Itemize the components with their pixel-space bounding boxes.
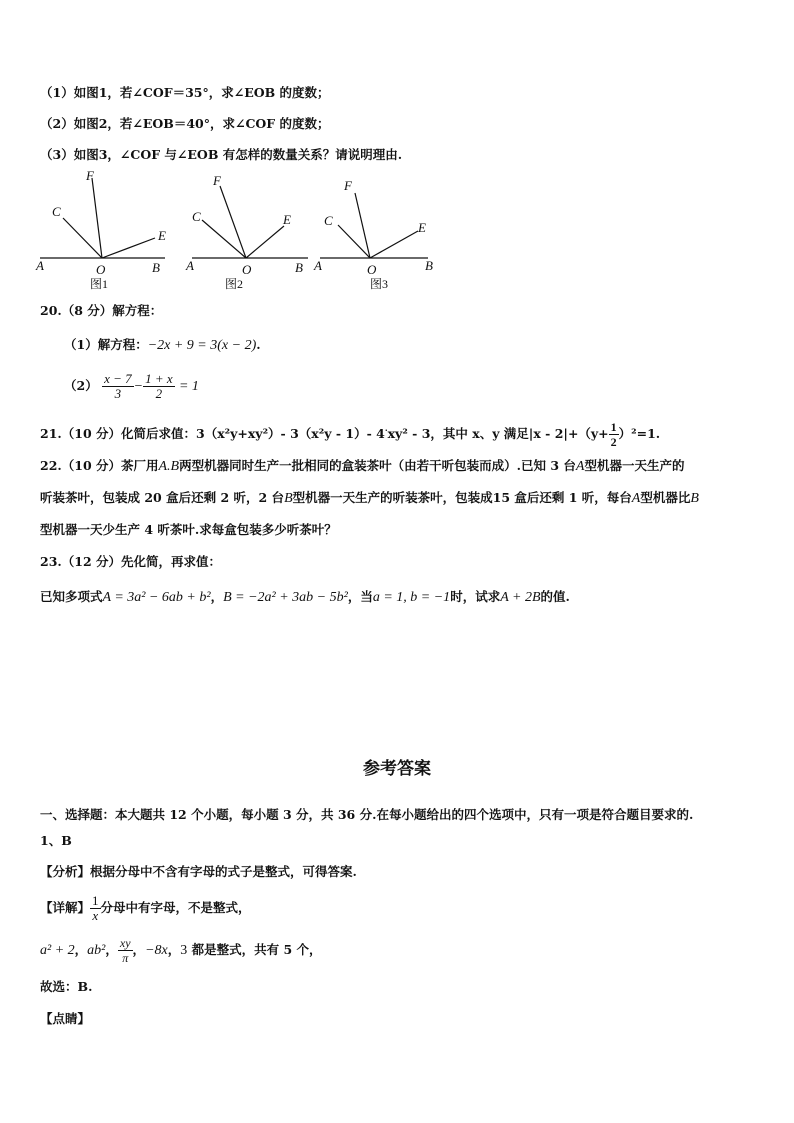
fig3-caption: 图3 bbox=[370, 277, 389, 291]
q20-minus: − bbox=[133, 379, 144, 394]
q23-expression-b: B = −2a² + 3ab − 5b² bbox=[223, 590, 348, 605]
fig2-label-E: E bbox=[283, 212, 291, 227]
answer-detail bbox=[40, 890, 251, 926]
fig1-label-F: F bbox=[86, 168, 94, 183]
q23-condition: a = 1, b = −1 bbox=[372, 590, 451, 605]
fig3-label-C: C bbox=[324, 213, 333, 228]
q23-text-c: 时，试求 bbox=[450, 589, 501, 604]
list-sep-3: ， bbox=[132, 942, 146, 957]
detail-fraction bbox=[90, 894, 101, 923]
q20-fraction-2-num: 1 + x bbox=[145, 371, 173, 386]
fig2-label-C: C bbox=[192, 209, 201, 224]
fig1-label-C: C bbox=[52, 204, 61, 219]
fig2-caption: 图2 bbox=[225, 277, 244, 291]
list-item-e: 3 bbox=[180, 943, 188, 958]
fig2-label-F: F bbox=[213, 173, 221, 188]
fig1-label-O: O bbox=[96, 262, 106, 277]
q20-part1 bbox=[64, 336, 261, 355]
q22-line-3: 型机器一天少生产 4 听茶叶.求每盒包装多少听茶叶？ bbox=[40, 522, 337, 537]
q20-fraction-1 bbox=[102, 372, 134, 401]
fig1-label-B: B bbox=[152, 260, 160, 275]
q22-machine-b-2: B bbox=[690, 491, 699, 506]
q22-text-2c: 型机器比 bbox=[640, 490, 691, 505]
q22-line-1 bbox=[40, 457, 684, 476]
q23-target-expression: A + 2B bbox=[500, 590, 541, 605]
fig2-label-O: O bbox=[242, 262, 252, 277]
q23-expression-a: A = 3a² − 6ab + b² bbox=[102, 590, 211, 605]
answer-choose: 故选：B. bbox=[40, 979, 93, 994]
fig1-label-E: E bbox=[158, 228, 166, 243]
fig2-label-A: A bbox=[186, 258, 194, 273]
q22-text-1b: 两型机器同时生产一批相同的盒装茶叶（由若干听包装而成）.已知 3 台 bbox=[179, 458, 576, 473]
fig3-label-A: A bbox=[314, 258, 322, 273]
list-item-c-num: xy bbox=[119, 936, 131, 950]
q19-part2: （2）如图2，若∠EOB＝40°，求∠COF 的度数； bbox=[40, 116, 330, 131]
q19-part3: （3）如图3，∠COF 与∠EOB 有怎样的数量关系？请说明理由. bbox=[40, 147, 403, 162]
list-item-d: −8x bbox=[145, 943, 168, 958]
q21-line bbox=[40, 414, 660, 450]
list-item-b: ab² bbox=[87, 943, 106, 958]
q22-text-1c: 型机器一天生产的 bbox=[584, 458, 685, 473]
q22-machine-b-1: B bbox=[284, 491, 293, 506]
answers-section-1: 一、选择题：本大题共 12 个小题，每小题 3 分，共 36 分.在每小题给出的四个选项中，只有一项是符合题目要求的. bbox=[40, 807, 694, 822]
list-sep-4: ， bbox=[167, 942, 181, 957]
q23-text-a: 已知多项式 bbox=[40, 589, 103, 604]
q19-part1: （1）如图1，若∠COF＝35°，求∠EOB 的度数； bbox=[40, 85, 330, 100]
q21-text-c: ）²=1. bbox=[618, 426, 661, 442]
fig3-label-E: E bbox=[418, 220, 426, 235]
q23-body bbox=[40, 588, 570, 607]
fig3-label-B: B bbox=[425, 258, 433, 273]
q20-part2-label: （2） bbox=[64, 378, 98, 393]
q20-fraction-2 bbox=[143, 372, 175, 401]
figures-diagram bbox=[30, 168, 450, 293]
answer-analysis: 【分析】根据分母中不含有字母的式子是整式，可得答案. bbox=[40, 864, 357, 879]
q22-text-2b: 型机器一天生产的听装茶叶，包装成15 盒后还剩 1 听，每台 bbox=[292, 490, 632, 505]
list-text: 都是整式，共有 5 个， bbox=[191, 942, 322, 957]
q20-part1-end: . bbox=[256, 337, 261, 352]
list-item-c-den: π bbox=[122, 951, 129, 965]
q20-fraction-1-den: 3 bbox=[114, 386, 122, 401]
fig3-label-F: F bbox=[344, 178, 352, 193]
q23-heading: 23.（12 分）先化简，再求值： bbox=[40, 554, 221, 569]
q20-heading: 20.（8 分）解方程： bbox=[40, 303, 163, 318]
q22-text-1a: 22.（10 分）茶厂用 bbox=[40, 458, 159, 473]
q20-part1-label: （1）解方程： bbox=[64, 337, 148, 352]
detail-label: 【详解】 bbox=[40, 900, 91, 915]
answers-title: 参考答案 bbox=[363, 759, 431, 779]
q20-part2 bbox=[64, 369, 199, 404]
fig2-label-B: B bbox=[295, 260, 303, 275]
q23-text-b: ，当 bbox=[347, 589, 373, 604]
fig1-label-A: A bbox=[36, 258, 44, 273]
q23-comma: ， bbox=[210, 589, 224, 604]
q21-text-b: xy² - 3，其中 x、y 满足|x - 2|+（y+ bbox=[387, 426, 609, 442]
list-item-c bbox=[118, 936, 133, 965]
detail-fraction-den: x bbox=[92, 908, 99, 923]
q22-machine-a-1: A bbox=[575, 459, 585, 474]
q21-fraction-den: 2 bbox=[610, 435, 617, 450]
q21-dot: · bbox=[384, 425, 388, 435]
q20-part1-equation: −2x + 9 = 3(x − 2) bbox=[147, 338, 257, 353]
q20-fraction-2-den: 2 bbox=[155, 386, 163, 401]
answer-q1: 1、B bbox=[40, 833, 72, 848]
q22-machines-ab: A.B bbox=[158, 459, 180, 474]
q20-equals: = 1 bbox=[178, 379, 199, 394]
q21-fraction-num: 1 bbox=[610, 420, 617, 435]
answer-list bbox=[40, 932, 322, 969]
figure-3 bbox=[320, 193, 428, 258]
q22-machine-a-2: A bbox=[631, 491, 641, 506]
list-sep-1: ， bbox=[74, 942, 88, 957]
q23-text-d: 的值. bbox=[540, 589, 570, 604]
q21-text-a: 21.（10 分）化简后求值：3（x²y+xy²）- 3（x²y - 1）- 4 bbox=[40, 426, 385, 442]
answer-comment: 【点睛】 bbox=[40, 1011, 91, 1026]
list-sep-2: ， bbox=[105, 942, 118, 957]
list-item-a: a² + 2 bbox=[40, 943, 75, 958]
q22-line-2 bbox=[40, 489, 699, 508]
q22-text-2a: 听装茶叶，包装成 20 盒后还剩 2 听，2 台 bbox=[40, 490, 285, 505]
fig1-caption: 图1 bbox=[90, 277, 109, 291]
q20-fraction-1-num: x − 7 bbox=[104, 371, 132, 386]
fig3-label-O: O bbox=[367, 262, 377, 277]
q21-fraction bbox=[609, 420, 619, 449]
detail-fraction-num: 1 bbox=[92, 893, 99, 908]
detail-text: 分母中有字母，不是整式， bbox=[100, 900, 251, 915]
